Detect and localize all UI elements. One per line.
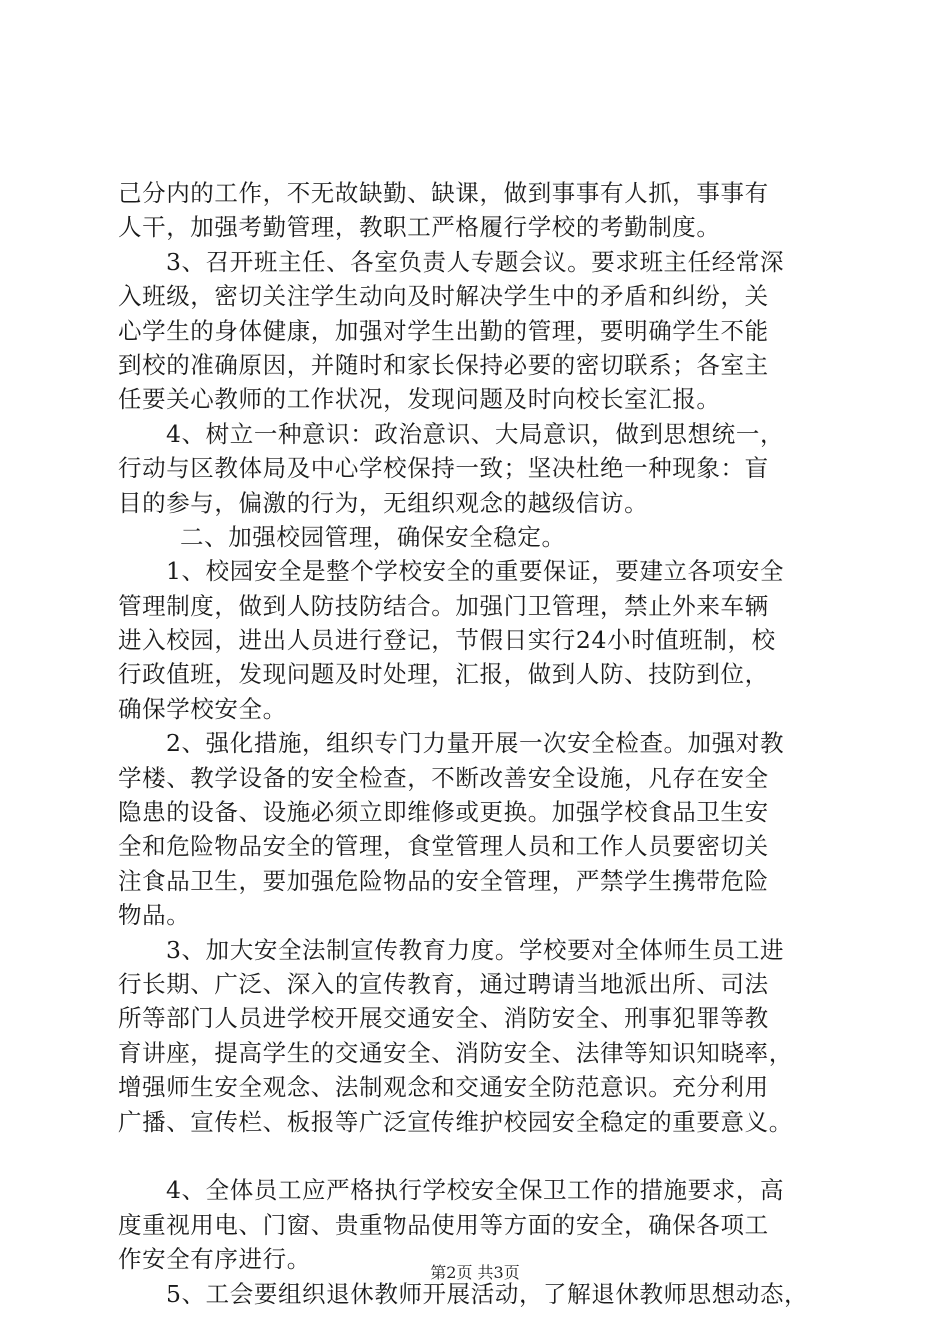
page-number-footer: 第2页 共3页 — [430, 1263, 520, 1282]
text-line: 行长期、广泛、深入的宣传教育，通过聘请当地派出所、司法 — [118, 969, 769, 998]
text-line: 育讲座，提高学生的交通安全、消防安全、法律等知识知晓率， — [118, 1038, 793, 1067]
text-line: 度重视用电、门窗、贵重物品使用等方面的安全，确保各项工 — [118, 1210, 769, 1239]
text-line: 行政值班，发现问题及时处理，汇报，做到人防、技防到位， — [118, 660, 769, 689]
section-heading: 二、加强校园管理，确保安全稳定。 — [180, 522, 566, 551]
text-line: 物品。 — [118, 901, 191, 930]
text-line: 行动与区教体局及中心学校保持一致；坚决杜绝一种现象：盲 — [118, 454, 769, 483]
text-line: 增强师生安全观念、法制观念和交通安全防范意识。充分利用 — [118, 1073, 769, 1102]
text-line: 人干，加强考勤管理，教职工严格履行学校的考勤制度。 — [118, 213, 721, 242]
text-line: 任要关心教师的工作状况，发现问题及时向校长室汇报。 — [118, 385, 721, 414]
paragraph-start-line: 1、校园安全是整个学校安全的重要保证，要建立各项安全 — [166, 557, 785, 586]
text-line: 到校的准确原因，并随时和家长保持必要的密切联系；各室主 — [118, 350, 769, 379]
text-line: 确保学校安全。 — [118, 694, 287, 723]
text-line: 进入校园，进出人员进行登记，节假日实行24小时值班制，校 — [118, 626, 776, 655]
paragraph-start-line: 3、加大安全法制宣传教育力度。学校要对全体师生员工进 — [166, 935, 785, 964]
paragraph-start-line: 4、树立一种意识：政治意识、大局意识，做到思想统一， — [166, 419, 785, 448]
text-line: 注食品卫生，要加强危险物品的安全管理，严禁学生携带危险 — [118, 866, 769, 895]
blank-line — [118, 1139, 854, 1173]
text-line: 隐患的设备、设施必须立即维修或更换。加强学校食品卫生安 — [118, 798, 769, 827]
text-line: 入班级，密切关注学生动向及时解决学生中的矛盾和纠纷，关 — [118, 282, 769, 311]
text-line: 作安全有序进行。 — [118, 1245, 311, 1274]
text-line: 学楼、教学设备的安全检查，不断改善安全设施，凡存在安全 — [118, 763, 769, 792]
text-line: 广播、宣传栏、板报等广泛宣传维护校园安全稳定的重要意义。 — [118, 1107, 793, 1136]
paragraph-start-line: 4、全体员工应严格执行学校安全保卫工作的措施要求，高 — [166, 1176, 785, 1205]
paragraph-start-line: 5、工会要组织退休教师开展活动，了解退休教师思想动态， — [166, 1279, 809, 1308]
paragraph-start-line: 2、强化措施，组织专门力量开展一次安全检查。加强对教 — [166, 729, 785, 758]
document-body — [118, 176, 854, 1311]
paragraph-start-line: 3、召开班主任、各室负责人专题会议。要求班主任经常深 — [166, 247, 785, 276]
text-line: 所等部门人员进学校开展交通安全、消防安全、刑事犯罪等教 — [118, 1004, 769, 1033]
text-line: 己分内的工作，不无故缺勤、缺课，做到事事有人抓，事事有 — [118, 179, 769, 207]
text-line: 全和危险物品安全的管理，食堂管理人员和工作人员要密切关 — [118, 832, 769, 861]
text-line: 管理制度，做到人防技防结合。加强门卫管理，禁止外来车辆 — [118, 591, 769, 620]
text-line: 心学生的身体健康，加强对学生出勤的管理，要明确学生不能 — [118, 316, 769, 345]
text-line: 目的参与，偏激的行为，无组织观念的越级信访。 — [118, 488, 649, 517]
